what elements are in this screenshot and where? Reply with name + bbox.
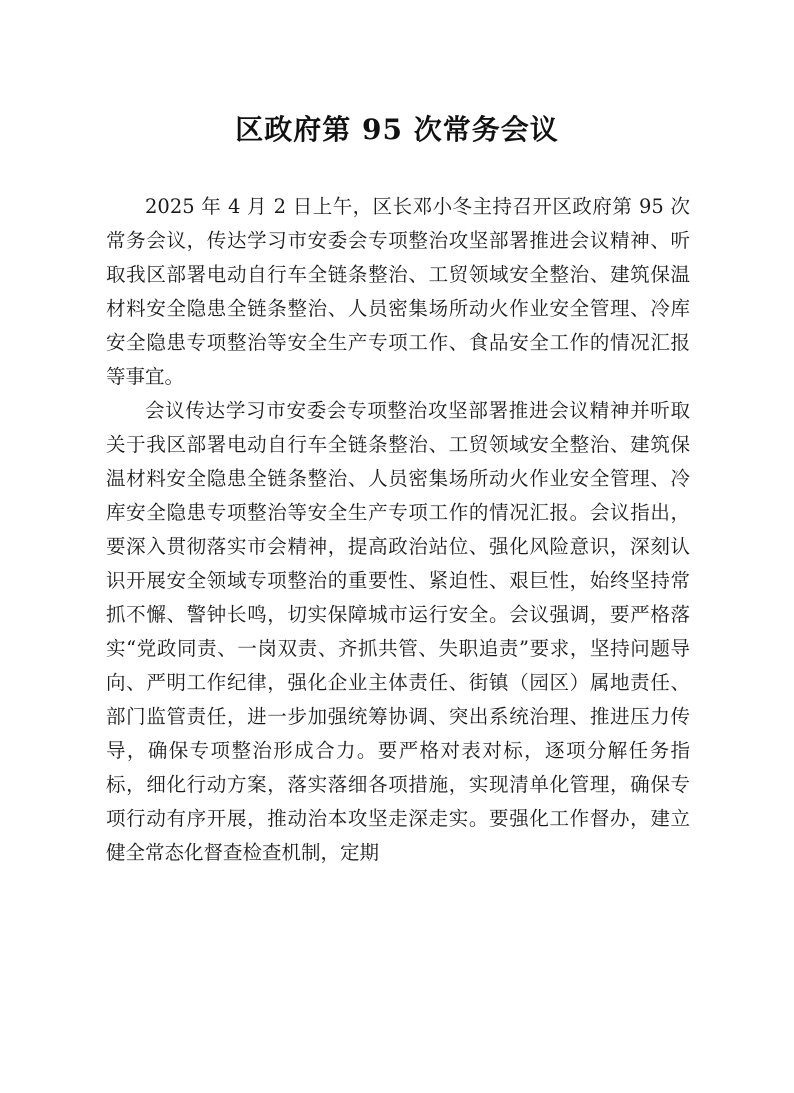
document-title: 区政府第 95 次常务会议 xyxy=(235,113,559,146)
document-body xyxy=(106,190,690,870)
paragraph-2: 会议传达学习市安委会专项整治攻坚部署推进会议精神并听取关于我区部署电动自行车全链条整治、工贸领域安全整治、建筑保温材料安全隐患全链条整治、人员密集场所动火作业安全管理、冷库安全隐患专项整治等安全生产专项工作的情况汇报。会议指出，要深入贯彻落实市会精神，提高政治站位、强化风险意识，深刻认识开展安全领域专项整治的重要性、紧迫性、艰巨性，始终坚持常抓不懈、警钟长鸣，切实保障城市运行安全。会议强调，要严格落实“党政同责、一岗双责、齐抓共管、失职追责”要求，坚持问题导向、严明工作纪律，强化企业主体责任、街镇（园区）属地责任、部门监管责任，进一步加强统筹协调、突出系统治理、推进压力传导，确保专项整治形成合力。要严格对表对标，逐项分解任务指标，细化行动方案，落实落细各项措施，实现清单化管理，确保专项行动有序开展，推动治本攻坚走深走实。要强化工作督办，建立健全常态化督查检查机制，定期 xyxy=(106,399,690,864)
paragraph-1: 2025 年 4 月 2 日上午，区长邓小冬主持召开区政府第 95 次常务会议，传达学习市安委会专项整治攻坚部署推进会议精神、听取我区部署电动自行车全链条整治、工贸领域安全整治、建筑保温材料安全隐患全链条整治、人员密集场所动火作业安全管理、冷库安全隐患专项整治等安全生产专项工作、食品安全工作的情况汇报等事宜。 xyxy=(106,195,690,388)
